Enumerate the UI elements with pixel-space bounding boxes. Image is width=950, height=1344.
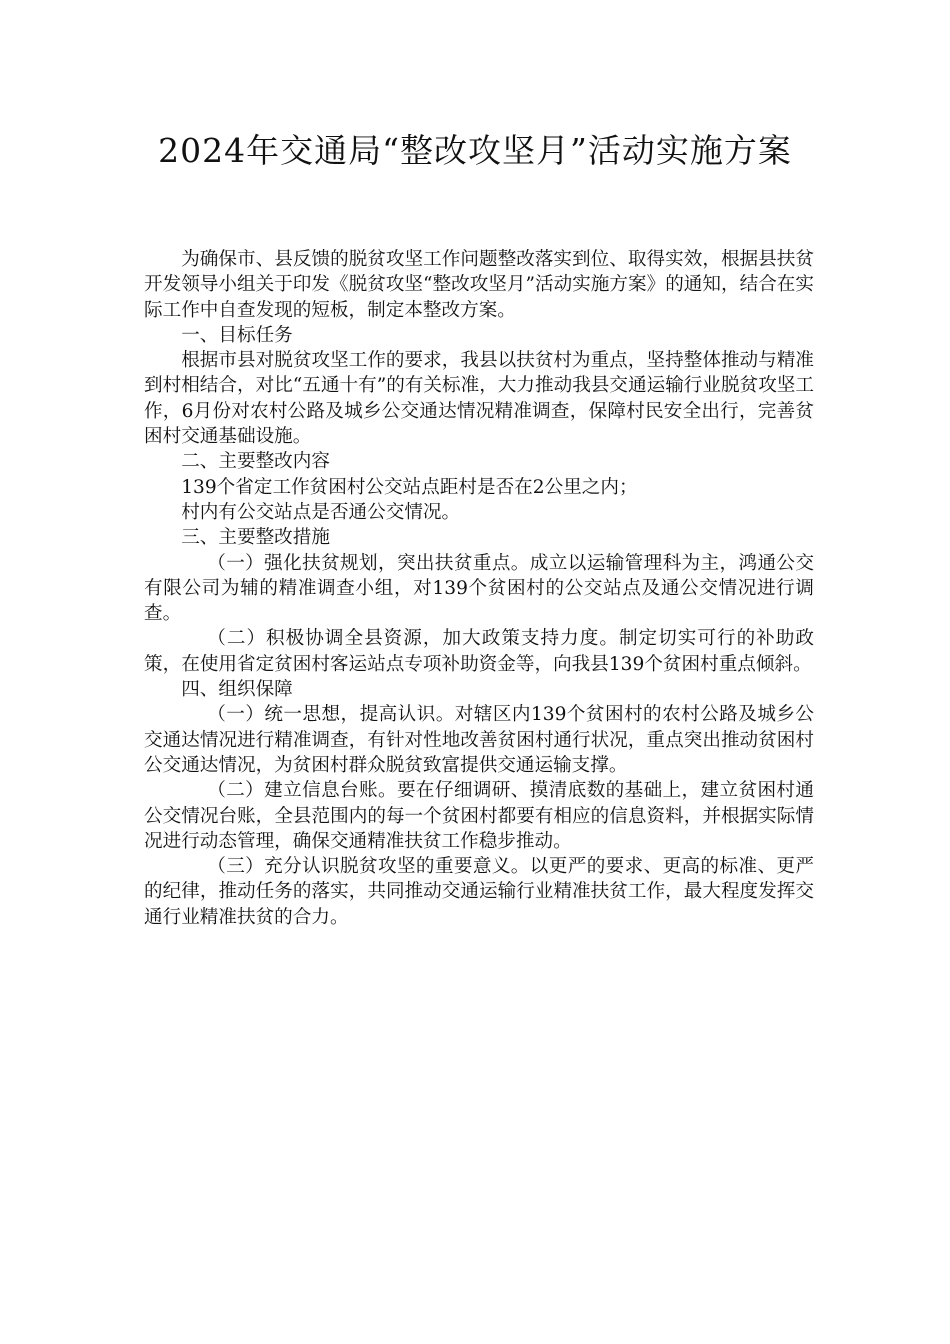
section-heading-guarantee: 四、组织保障 [181,679,293,701]
section-heading-measures: 三、主要整改措施 [181,527,330,549]
content-item-1: 139个省定工作贫困村公交站点距村是否在2公里之内； [181,476,638,498]
guarantee-item-3: （三）充分认识脱贫攻坚的重要意义。以更严的要求、更高的标准、更严的纪律，推动任务的落实，共同推动交通运输行业精准扶贫工作，最大程度发挥交通行业精准扶贫的合力。 [144,856,814,928]
section-heading-goals: 一、目标任务 [181,324,293,346]
intro-paragraph: 为确保市、县反馈的脱贫攻坚工作问题整改落实到位、取得实效，根据县扶贫开发领导小组关于印发《脱贫攻坚“整改攻坚月”活动实施方案》的通知，结合在实际工作中自查发现的短板，制定本整改方案。 [144,249,814,321]
document-body [144,247,814,930]
measure-item-2: （二）积极协调全县资源，加大政策支持力度。制定切实可行的补助政策，在使用省定贫困村客运站点专项补助资金等，向我县139个贫困村重点倾斜。 [144,628,814,675]
measure-item-1: （一）强化扶贫规划，突出扶贫重点。成立以运输管理科为主，鸿通公交有限公司为辅的精准调查小组，对139个贫困村的公交站点及通公交情况进行调查。 [144,552,814,625]
guarantee-item-2: （二）建立信息台账。要在仔细调研、摸清底数的基础上，建立贫困村通公交情况台账，全县范围内的每一个贫困村都要有相应的信息资料，并根据实际情况进行动态管理，确保交通精准扶贫工作稳步推动。 [144,780,814,852]
document-title: 2024年交通局“整改攻坚月”活动实施方案 [158,131,792,170]
section-heading-content: 二、主要整改内容 [181,451,330,473]
goals-paragraph: 根据市县对脱贫攻坚工作的要求，我县以扶贫村为重点，坚持整体推动与精准到村相结合，对比“五通十有”的有关标准，大力推动我县交通运输行业脱贫攻坚工作，6月份对农村公路及城乡公交通达情况精准调查，保障村民安全出行，完善贫困村交通基础设施。 [144,350,814,448]
content-item-2: 村内有公交站点是否通公交情况。 [181,501,461,523]
guarantee-item-1: （一）统一思想，提高认识。对辖区内139个贫困村的农村公路及城乡公交通达情况进行精准调查，有针对性地改善贫困村通行状况，重点突出推动贫困村公交通达情况，为贫困村群众脱贫致富提供交通运输支撑。 [144,704,814,776]
